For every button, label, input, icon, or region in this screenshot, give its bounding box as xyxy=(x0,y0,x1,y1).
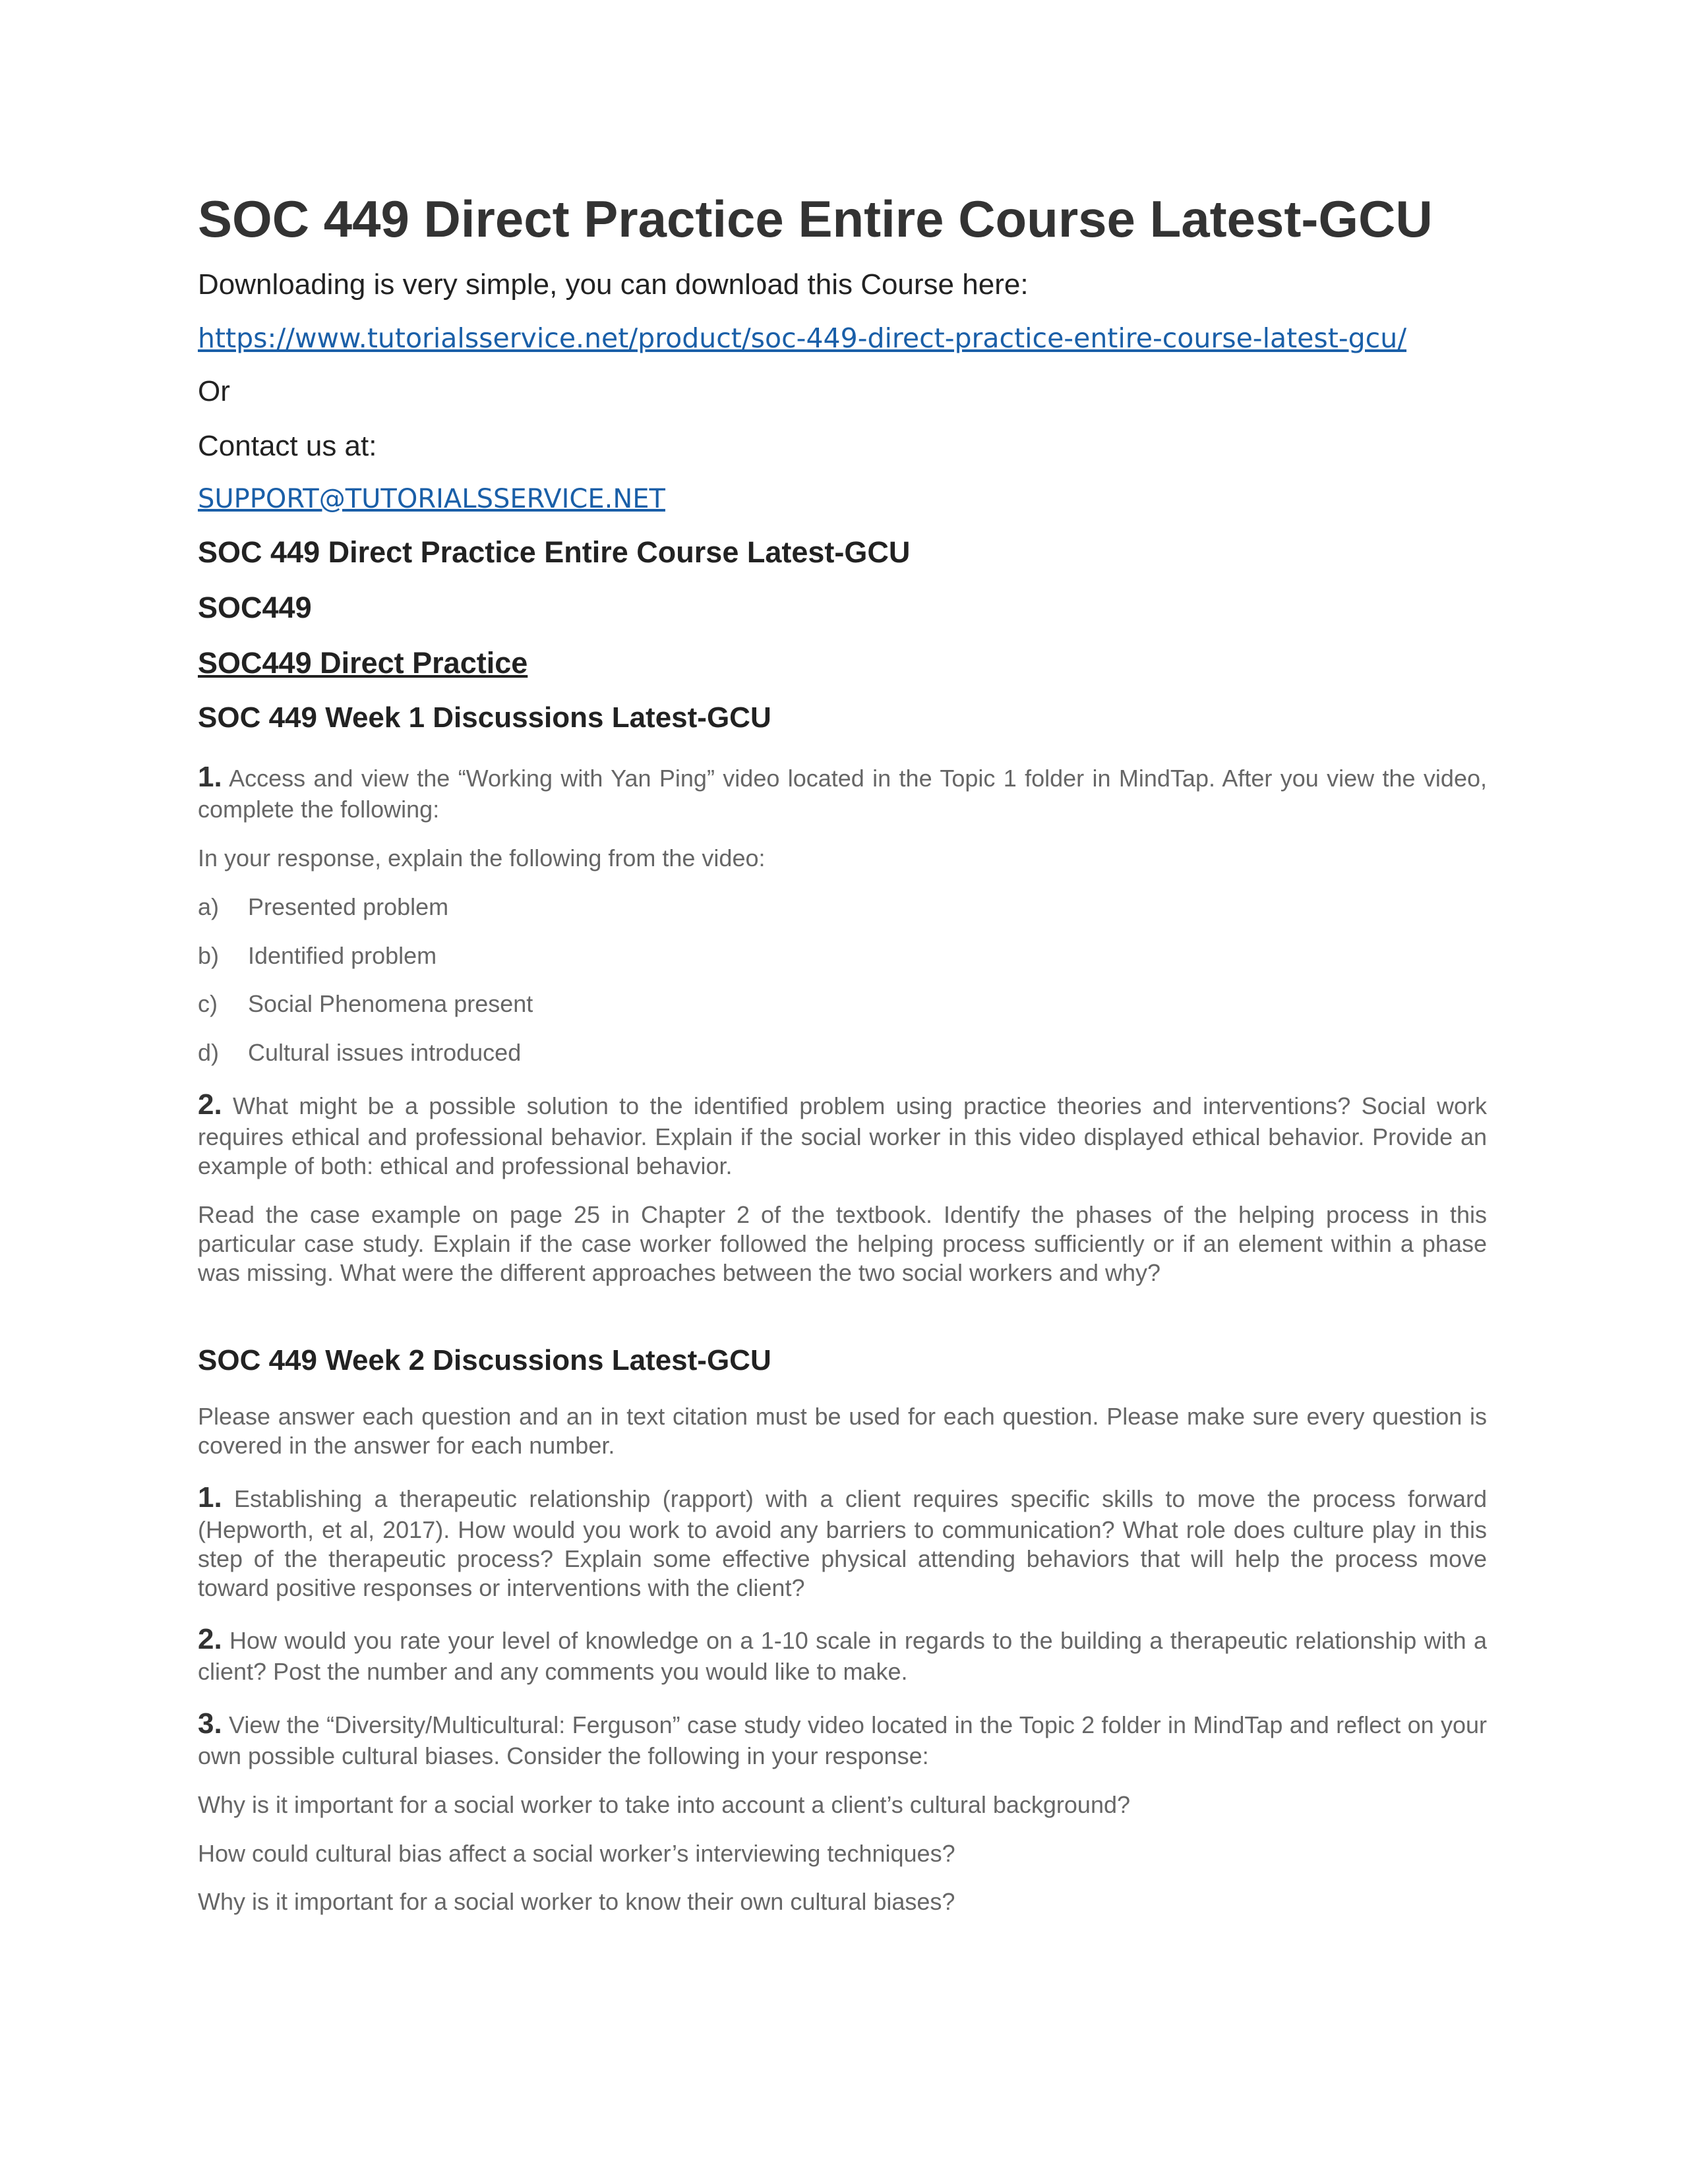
week2-q1-number: 1. xyxy=(198,1481,222,1514)
week1-q1-text: Access and view the “Working with Yan Ping” video located in the Topic 1 folder in MindTap. After you view the video, complete the following: xyxy=(198,765,1487,823)
week2-reflect-3: Why is it important for a social worker to know their own cultural biases? xyxy=(198,1888,955,1916)
list-item: b) Identified problem xyxy=(198,941,437,969)
week1-q2-text: What might be a possible solution to the identified problem using practice theories and interventions? Social work requires ethical and professional behavior. Explain if the social worker in this video displayed ethical behavior. Provide an example of both: ethical and professional behavior. xyxy=(198,1092,1487,1179)
list-item: d) Cultural issues introduced xyxy=(198,1039,522,1067)
week2-q2-number: 2. xyxy=(198,1623,222,1656)
course-code: SOC449 xyxy=(198,591,312,625)
course-subtitle: SOC 449 Direct Practice Entire Course Latest-GCU xyxy=(198,535,911,570)
week2-reflect-1: Why is it important for a social worker to take into account a client’s cultural background? xyxy=(198,1790,1131,1818)
week2-reflect-2: How could cultural bias affect a social worker’s interviewing techniques? xyxy=(198,1839,955,1867)
list-item: c) Social Phenomena present xyxy=(198,990,533,1018)
week1-response-list xyxy=(198,893,1487,1068)
week2-q3-text: View the “Diversity/Multicultural: Ferguson” case study video located in the Topic 2 folder in MindTap and reflect on your own possible cultural biases. Consider the following in your response: xyxy=(198,1711,1487,1769)
week2-q1-text: Establishing a therapeutic relationship (rapport) with a client requires specific skills to move the process forward (Hepworth, et al, 2017). How would you work to avoid any barriers to communication? What role does culture play in this step of the therapeutic process? Explain some effective physical attending behaviors that will help the process move toward positive responses or interventions with the client? xyxy=(198,1485,1487,1601)
product-link[interactable]: https://www.tutorialsservice.net/product/soc-449-direct-practice-entire-course-latest-gcu/ xyxy=(198,322,1407,354)
week2-question-1 xyxy=(198,1480,1487,1602)
page-title: SOC 449 Direct Practice Entire Course Latest-GCU xyxy=(198,190,1433,248)
week1-q2-number: 2. xyxy=(198,1088,222,1121)
week2-heading: SOC 449 Week 2 Discussions Latest-GCU xyxy=(198,1344,771,1377)
support-email-link[interactable]: SUPPORT@TUTORIALSSERVICE.NET xyxy=(198,484,665,515)
week1-question-2 xyxy=(198,1087,1487,1180)
section-spacer xyxy=(198,1307,1487,1343)
course-name: SOC449 Direct Practice xyxy=(198,646,528,680)
week2-instructions: Please answer each question and an in text citation must be used for each question. Please make sure every question is covered in the answer for each number. xyxy=(198,1403,1487,1460)
week1-case-example: Read the case example on page 25 in Chapter 2 of the textbook. Identify the phases of the helping process in this particular case study. Explain if the case worker followed the helping process sufficiently or if an element within a phase was missing. What were the different approaches between the two social workers and why? xyxy=(198,1200,1487,1286)
or-text: Or xyxy=(198,374,230,407)
contact-text: Contact us at: xyxy=(198,429,377,462)
week1-q1-number: 1. xyxy=(198,761,222,794)
week1-question-1 xyxy=(198,759,1487,824)
week1-heading: SOC 449 Week 1 Discussions Latest-GCU xyxy=(198,701,771,734)
week1-response-intro: In your response, explain the following from the video: xyxy=(198,844,766,871)
list-item: a) Presented problem xyxy=(198,893,449,920)
week2-q2-text: How would you rate your level of knowledge on a 1-10 scale in regards to the building a therapeutic relationship with a client? Post the number and any comments you would like to make. xyxy=(198,1627,1487,1686)
week2-q3-number: 3. xyxy=(198,1707,222,1740)
week2-question-3 xyxy=(198,1706,1487,1771)
download-intro: Downloading is very simple, you can download this Course here: xyxy=(198,268,1029,301)
week2-question-2 xyxy=(198,1622,1487,1686)
